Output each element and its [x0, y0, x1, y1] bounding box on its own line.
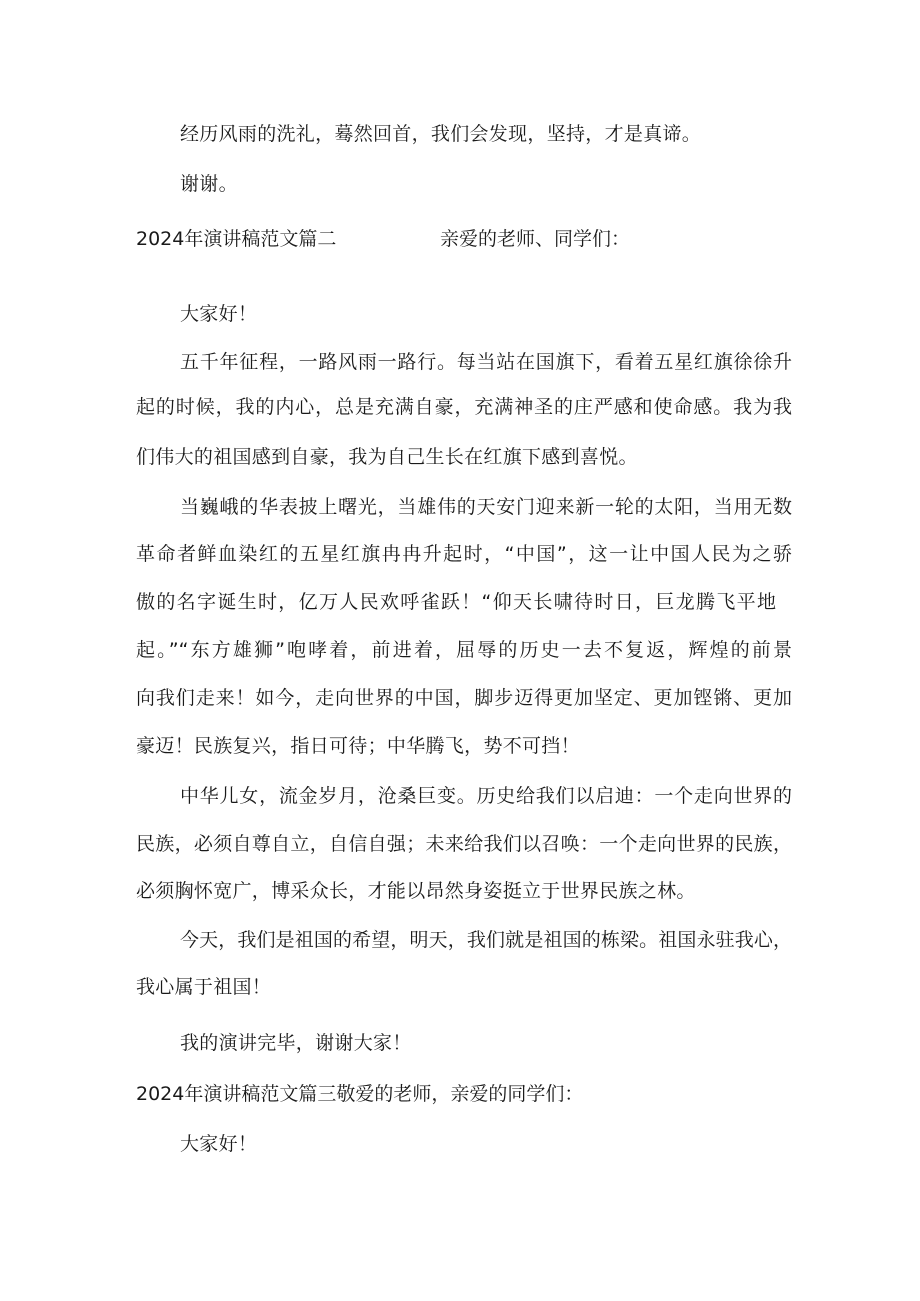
paragraph-line: 今天，我们是祖国的希望，明天，我们就是祖国的栋梁。祖国永驻我心，: [180, 929, 792, 951]
paragraph-line: 必须胸怀宽广，博采众长，才能以昂然身姿挺立于世界民族之林。: [136, 880, 696, 902]
paragraph-line: 傲的名字诞生时，亿万人民欢呼雀跃！“仰天长啸待时日，巨龙腾飞平地: [136, 591, 776, 613]
section3-greeting: 大家好！: [180, 1133, 258, 1155]
paragraph-line: 我心属于祖国！: [136, 976, 272, 998]
paragraph-line: 起。”“东方雄狮”咆哮着，前进着，屈辱的历史一去不复返，辉煌的前景: [136, 639, 792, 661]
section2-heading-salutation: 亲爱的老师、同学们：: [440, 228, 631, 250]
section2-heading-title: 2024年演讲稿范文篇二: [136, 228, 337, 250]
paragraph-line: 民族，必须自尊自立，自信自强；未来给我们以召唤：一个走向世界的民族，: [136, 833, 792, 855]
intro-thanks: 谢谢。: [180, 173, 238, 195]
paragraph-line: 中华儿女，流金岁月，沧桑巨变。历史给我们以启迪：一个走向世界的: [180, 785, 792, 807]
paragraph-line: 五千年征程，一路风雨一路行。每当站在国旗下，看着五星红旗徐徐升: [180, 351, 792, 373]
paragraph-line: 们伟大的祖国感到自豪，我为自己生长在红旗下感到喜悦。: [136, 446, 638, 468]
section2-greeting: 大家好！: [180, 303, 258, 325]
paragraph-line: 革命者鲜血染红的五星红旗冉冉升起时，“中国”，这一让中国人民为之骄: [136, 543, 792, 565]
section2-closing: 我的演讲完毕，谢谢大家！: [180, 1032, 412, 1054]
paragraph-line: 豪迈！民族复兴，指日可待；中华腾飞，势不可挡！: [136, 735, 580, 757]
intro-closing-line: 经历风雨的洗礼，蓦然回首，我们会发现，坚持，才是真谛。: [180, 123, 702, 145]
paragraph-line: 当巍峨的华表披上曙光，当雄伟的天安门迎来新一轮的太阳，当用无数: [180, 496, 792, 518]
paragraph-line: 起的时候，我的内心，总是充满自豪，充满神圣的庄严感和使命感。我为我: [136, 396, 792, 418]
paragraph-line: 向我们走来！如今，走向世界的中国，脚步迈得更加坚定、更加铿锵、更加: [136, 687, 792, 709]
section3-heading: 2024年演讲稿范文篇三敬爱的老师，亲爱的同学们：: [136, 1083, 584, 1105]
